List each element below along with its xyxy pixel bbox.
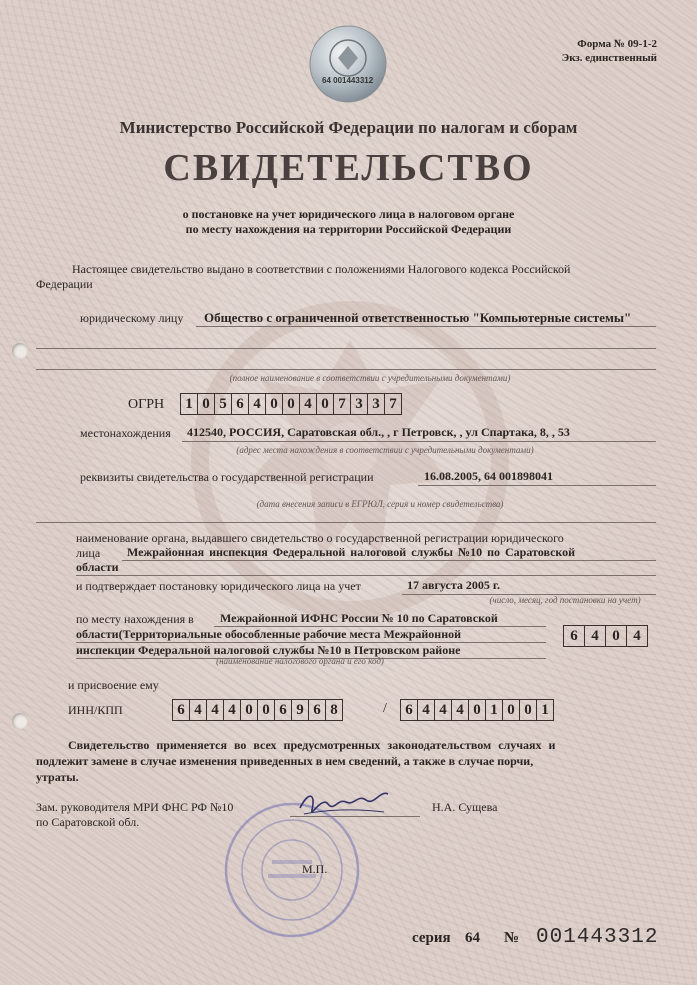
registration-blank-line [36, 522, 656, 523]
notice-line2: подлежит замене в случае изменения приведенных в нем сведений, а также в случае порчи, [36, 754, 534, 768]
location-value-line3: инспекции Федеральной налоговой службы №10 в Петровском районе [76, 643, 461, 657]
inn-digit: 6 [173, 700, 190, 720]
ogrn-digit-boxes [180, 393, 402, 415]
issuer-underline [76, 575, 656, 576]
issuer-value-line1: Межрайонная инспекция Федеральной налоговой службы №10 по Саратовской [127, 545, 576, 559]
kpp-digit: 0 [469, 700, 486, 720]
address-underline [182, 441, 656, 442]
registration-label: реквизиты свидетельства о государственной регистрации [80, 470, 374, 484]
inn-digit: 0 [241, 700, 258, 720]
intro-line2: Федерации [36, 277, 93, 291]
ogrn-digit: 3 [351, 394, 368, 414]
tax-office-code-digit: 4 [633, 628, 641, 644]
entity-label: юридическому лицу [80, 311, 184, 325]
subtitle-line2: по месту нахождения на территории Российской Федерации [185, 222, 512, 236]
kpp-digit: 6 [401, 700, 418, 720]
kpp-digit-boxes [400, 699, 554, 721]
inn-kpp-separator: / [383, 701, 387, 716]
ogrn-digit: 3 [368, 394, 385, 414]
entity-underline [196, 326, 656, 327]
confirm-caption: (число, месяц, год постановки на учет) [489, 595, 641, 605]
inn-digit: 4 [207, 700, 224, 720]
handwritten-signature-icon [294, 786, 394, 826]
ogrn-digit: 1 [181, 394, 198, 414]
signer-name: Н.А. Сущева [432, 800, 498, 814]
inn-digit: 0 [258, 700, 275, 720]
ogrn-digit: 5 [215, 394, 232, 414]
ogrn-digit: 0 [266, 394, 283, 414]
ogrn-label: ОГРН [128, 397, 165, 412]
tax-office-code-digit: 4 [585, 626, 606, 646]
address-value: 412540, РОССИЯ, Саратовская обл., , г Петровск, , ул Спартака, 8, , 53 [187, 425, 570, 439]
entity-blank-line [36, 369, 656, 370]
registration-caption: (дата внесения записи в ЕГРЮЛ, серия и номер свидетельства) [256, 499, 504, 509]
signer-position-line2: по Саратовской обл. [36, 815, 140, 829]
serial-series: 64 [465, 930, 480, 946]
kpp-digit: 0 [520, 700, 537, 720]
assign-label: и присвоение ему [68, 678, 159, 692]
inn-digit: 9 [292, 700, 309, 720]
registration-value: 16.08.2005, 64 001898041 [424, 469, 553, 483]
issuer-value-line2: области [76, 560, 119, 574]
location-value-line1: Межрайонной ИФНС России № 10 по Саратовской [220, 611, 498, 625]
signer-position-line1: Зам. руководителя МРИ ФНС РФ №10 [36, 800, 234, 814]
confirm-text: и подтверждает постановку юридического лица на учет [76, 579, 361, 593]
inn-digit: 6 [275, 700, 292, 720]
ogrn-digit: 0 [283, 394, 300, 414]
location-value-line2: области(Территориальные обособленные рабочие места Межрайонной [76, 627, 462, 641]
entity-name: Общество с ограниченной ответственностью "Компьютерные системы" [204, 310, 632, 325]
confirm-date: 17 августа 2005 г. [407, 578, 501, 592]
location-label: по месту нахождения в [76, 612, 194, 626]
ogrn-digit: 7 [389, 396, 397, 412]
ogrn-digit: 4 [300, 394, 317, 414]
entity-blank-line [36, 348, 656, 349]
location-underline [214, 626, 546, 627]
inn-digit-boxes [172, 699, 343, 721]
hologram-number: 64 001443312 [322, 76, 374, 85]
tax-office-code-digit: 6 [564, 626, 585, 646]
location-caption: (наименование налогового органа и его код) [216, 656, 384, 666]
tax-office-code-digit: 0 [606, 626, 627, 646]
address-caption: (адрес места нахождения в соответствии с учредительными документами) [236, 445, 534, 455]
punch-hole [12, 713, 28, 729]
kpp-digit: 1 [541, 702, 549, 718]
entity-caption: (полное наименование в соответствии с учредительными документами) [229, 373, 511, 383]
ogrn-digit: 7 [334, 394, 351, 414]
issuer-underline [122, 560, 656, 561]
issuer-line1: наименование органа, выдавшего свидетельство о государственной регистрации юридического [76, 531, 564, 545]
location-underline [76, 642, 546, 643]
ogrn-digit: 0 [317, 394, 334, 414]
subtitle-line1: о постановке на учет юридического лица в налоговом органе [182, 207, 515, 221]
ogrn-digit: 4 [249, 394, 266, 414]
issuer-label: лица [76, 546, 101, 560]
notice-line3: утраты. [36, 770, 79, 784]
inn-digit: 6 [309, 700, 326, 720]
registration-underline [418, 485, 656, 486]
serial-number-sign: № [504, 930, 520, 946]
serial-label: серия [412, 930, 451, 946]
form-number: Форма № 09-1-2 [577, 38, 657, 50]
inn-digit: 4 [224, 700, 241, 720]
notice-line1: Свидетельство применяется во всех предусмотренных законодательством случаях и [68, 738, 556, 752]
page-title: СВИДЕТЕЛЬСТВО [163, 147, 534, 189]
punch-hole [12, 343, 28, 359]
kpp-digit: 4 [452, 700, 469, 720]
kpp-digit: 1 [486, 700, 503, 720]
inn-label: ИНН/КПП [68, 703, 123, 717]
ogrn-digit: 0 [198, 394, 215, 414]
copy-note: Экз. единственный [561, 52, 657, 64]
serial-number: 001443312 [536, 926, 659, 949]
kpp-digit: 4 [418, 700, 435, 720]
kpp-digit: 4 [435, 700, 452, 720]
ministry-name: Министерство Российской Федерации по налогам и сборам [119, 118, 578, 137]
tax-office-code-boxes [563, 625, 648, 647]
inn-digit: 8 [330, 702, 338, 718]
hologram-seal-icon [308, 24, 388, 104]
ogrn-digit: 6 [232, 394, 249, 414]
stamp-place-label: М.П. [302, 862, 328, 876]
intro-line1: Настоящее свидетельство выдано в соответствии с положениями Налогового кодекса Российской [72, 262, 571, 276]
inn-digit: 4 [190, 700, 207, 720]
kpp-digit: 0 [503, 700, 520, 720]
address-label: местонахождения [80, 426, 171, 440]
